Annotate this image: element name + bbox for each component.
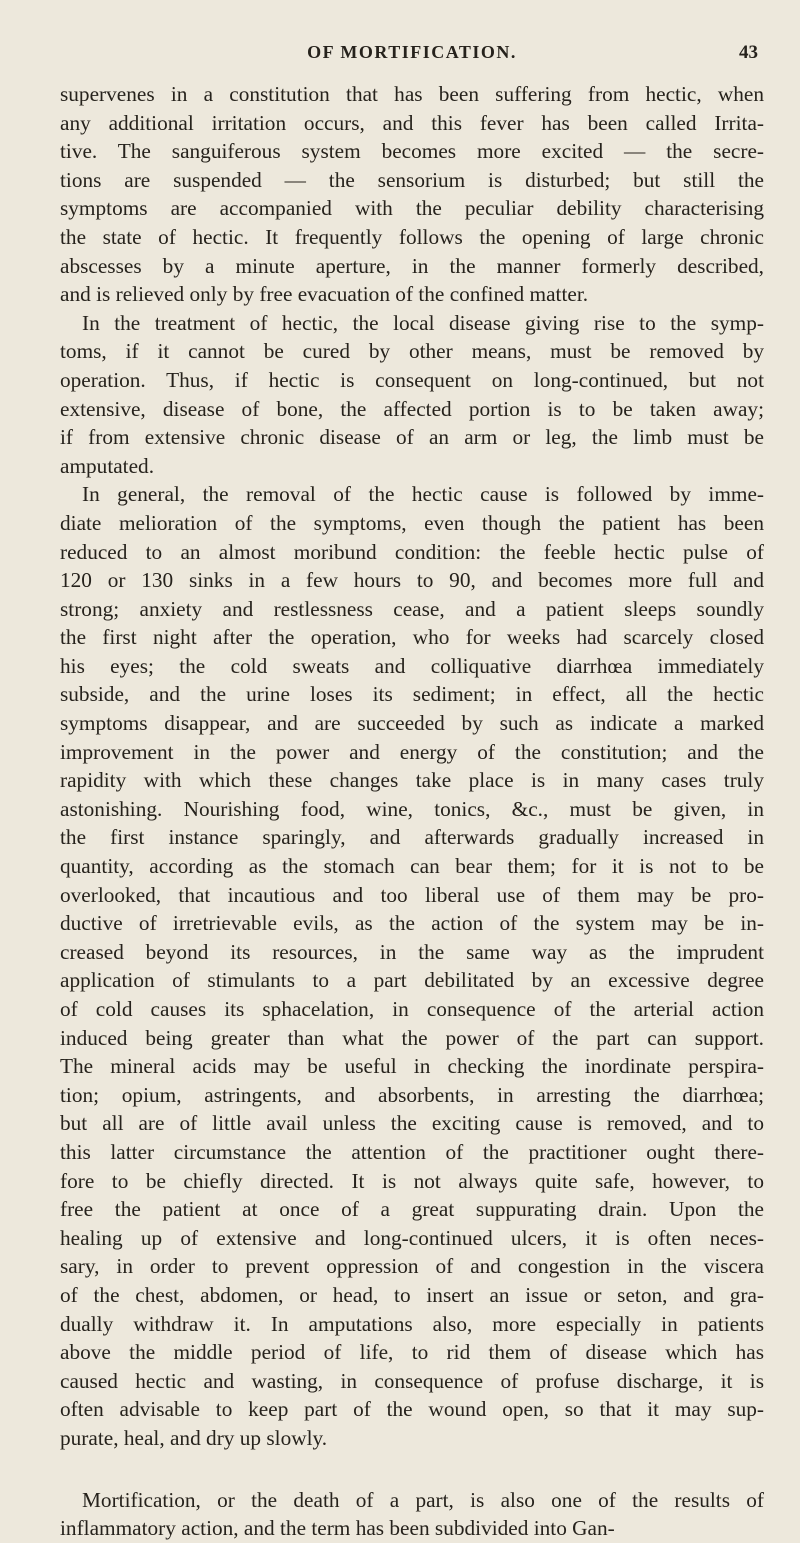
text-line: toms, if it cannot be cured by other means, must be removed by [60, 339, 764, 364]
text-line: if from extensive chronic disease of an arm or leg, the limb must be [60, 425, 764, 450]
text-line: In the treatment of hectic, the local disease giving rise to the symp- [82, 310, 764, 335]
text-line: of cold causes its sphacelation, in consequence of the arterial action [60, 997, 764, 1021]
text-line: tions are suspended — the sensorium is disturbed; but still the [60, 167, 764, 192]
text-line: In general, the removal of the hectic cause is followed by imme- [82, 482, 764, 507]
text-line: Mortification, or the death of a part, is also one of the results of [82, 1487, 764, 1512]
text-line: and is relieved only by free evacuation of the confined matter. [60, 282, 589, 307]
text-line: the first instance sparingly, and afterwards gradually increased in [60, 825, 764, 850]
text-line: inflammatory action, and the term has been subdivided into Gan- [60, 1516, 615, 1541]
text-line: healing up of extensive and long-continued ulcers, it is often neces- [60, 1225, 764, 1250]
text-line: his eyes; the cold sweats and colliquative diarrhœa immediately [60, 653, 764, 678]
text-line: sary, in order to prevent oppression of and congestion in the viscera [60, 1254, 764, 1279]
text-line: tion; opium, astringents, and absorbents, in arresting the diarrhœa; [60, 1082, 764, 1107]
text-line: symptoms are accompanied with the peculiar debility characterising [60, 196, 764, 221]
text-line: dually withdraw it. In amputations also, more especially in patients [60, 1311, 764, 1336]
text-line: The mineral acids may be useful in checking the inordinate perspira- [60, 1054, 764, 1079]
text-line: operation. Thus, if hectic is consequent on long-continued, but not [60, 367, 764, 392]
text-line: astonishing. Nourishing food, wine, tonics, &c., must be given, in [60, 796, 764, 821]
text-line: supervenes in a constitution that has been suffering from hectic, when [60, 82, 764, 106]
text-line: quantity, according as the stomach can bear them; for it is not to be [60, 854, 764, 879]
text-line: strong; anxiety and restlessness cease, and a patient sleeps soundly [60, 596, 764, 621]
text-line: symptoms disappear, and are succeeded by such as indicate a marked [60, 711, 764, 736]
text-line: purate, heal, and dry up slowly. [60, 1425, 328, 1450]
text-line: induced being greater than what the power of the part can support. [60, 1025, 764, 1050]
section-gap [60, 1453, 764, 1486]
text-line: the state of hectic. It frequently follows the opening of large chronic [60, 224, 764, 249]
text-line: of the chest, abdomen, or head, to insert an issue or seton, and gra- [60, 1282, 764, 1307]
body-text [60, 80, 764, 1543]
text-line: amputated. [60, 453, 155, 478]
text-line: diate melioration of the symptoms, even though the patient has been [60, 510, 764, 535]
text-line: the first night after the operation, who for weeks had scarcely closed [60, 625, 764, 650]
text-line: often advisable to keep part of the wound open, so that it may sup- [60, 1397, 764, 1422]
text-line: any additional irritation occurs, and this fever has been called Irrita- [60, 110, 764, 135]
text-line: free the patient at once of a great suppurating drain. Upon the [60, 1197, 764, 1222]
text-line: above the middle period of life, to rid them of disease which has [60, 1340, 764, 1365]
page-number: 43 [739, 42, 758, 63]
text-line: tive. The sanguiferous system becomes more excited — the secre- [60, 139, 764, 164]
text-line: application of stimulants to a part debilitated by an excessive degree [60, 968, 764, 993]
text-line: fore to be chiefly directed. It is not always quite safe, however, to [60, 1168, 764, 1193]
text-line: caused hectic and wasting, in consequence of profuse discharge, it is [60, 1368, 764, 1393]
text-line: 120 or 130 sinks in a few hours to 90, and becomes more full and [60, 568, 764, 593]
text-line: overlooked, that incautious and too liberal use of them may be pro- [60, 882, 764, 907]
text-line: abscesses by a minute aperture, in the manner formerly described, [60, 253, 764, 278]
running-title: OF MORTIFICATION. [307, 42, 517, 62]
text-line: but all are of little avail unless the exciting cause is removed, and to [60, 1111, 764, 1136]
text-line: subside, and the urine loses its sediment; in effect, all the hectic [60, 682, 764, 707]
text-line: rapidity with which these changes take place is in many cases truly [60, 768, 764, 793]
text-line: improvement in the power and energy of the constitution; and the [60, 739, 764, 764]
text-line: reduced to an almost moribund condition: the feeble hectic pulse of [60, 539, 764, 564]
text-line: ductive of irretrievable evils, as the action of the system may be in- [60, 911, 764, 936]
running-head [60, 42, 764, 66]
text-line: extensive, disease of bone, the affected portion is to be taken away; [60, 396, 764, 421]
text-line: creased beyond its resources, in the same way as the imprudent [60, 939, 764, 964]
text-line: this latter circumstance the attention of the practitioner ought there- [60, 1139, 764, 1164]
